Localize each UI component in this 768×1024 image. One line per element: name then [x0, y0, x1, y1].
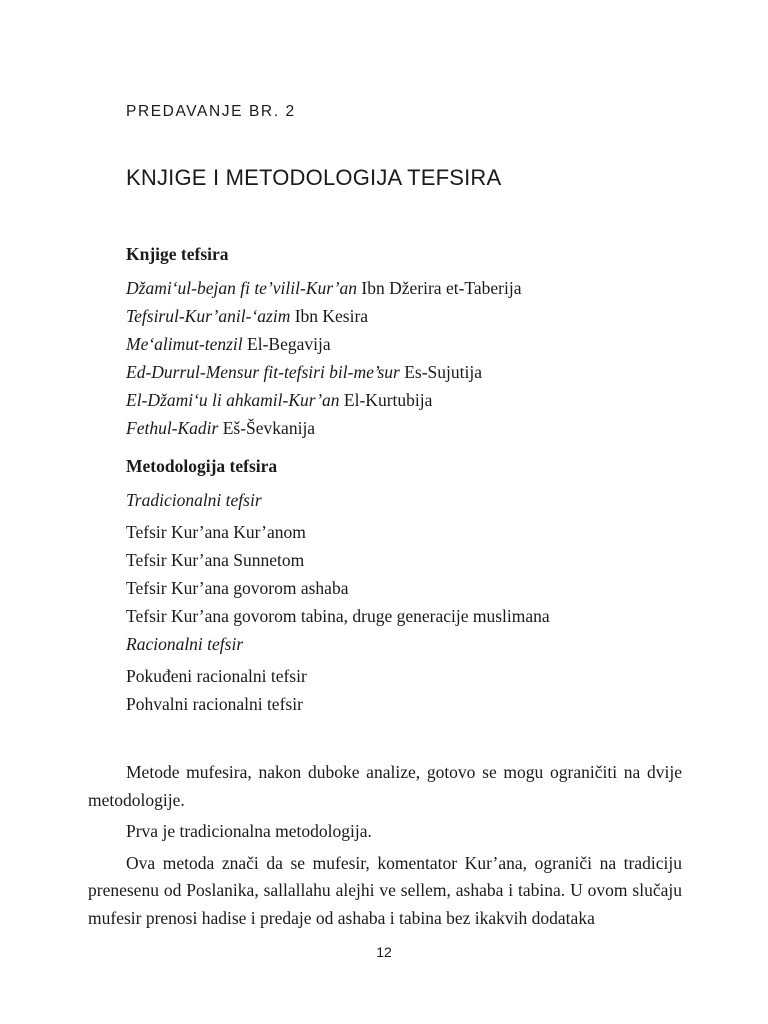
body-text [88, 759, 682, 936]
chapter-title: KNJIGE I METODOLOGIJA TEFSIRA [126, 165, 502, 190]
method-item: Pokuđeni racionalni tefsir [126, 666, 307, 686]
book-entry [126, 302, 646, 330]
books-heading: Knjige tefsira [126, 244, 229, 264]
book-author: El-Begavija [247, 334, 331, 354]
body-paragraph: Ova metoda znači da se mufesir, komentator Kur’ana, ograniči na tradiciju prenesenu od Poslanika, sallallahu alejhi ve sellem, ashaba i tabina. U ovom slučaju mufesir prenosi hadise i predaje od ashaba i tabina bez ikakvih dodataka [88, 852, 682, 928]
book-author: Ibn Kesira [294, 306, 369, 326]
book-title: Ed-Durrul-Mensur fit-tefsiri bil-me’sur [126, 362, 400, 382]
method-item: Tefsir Kur’ana Kur’anom [126, 522, 306, 542]
book-author: Ibn Džerira et-Taberija [361, 278, 522, 298]
book-title: Džami‘ul-bejan fi te’vilil-Kur’an [126, 278, 358, 298]
lecture-number: PREDAVANJE BR. 2 [126, 103, 296, 120]
methodology-heading: Metodologija tefsira [126, 456, 278, 476]
method-item: Tefsir Kur’ana govorom tabina, druge generacije muslimana [126, 606, 550, 626]
book-entry [126, 414, 646, 442]
books-section [126, 240, 646, 442]
book-entry [126, 358, 646, 386]
books-list [126, 274, 646, 442]
book-entry [126, 386, 646, 414]
method-item: Tefsir Kur’ana Sunnetom [126, 550, 305, 570]
page-number: 12 [376, 944, 392, 960]
book-author: Es-Sujutija [404, 362, 482, 382]
book-entry [126, 330, 646, 358]
body-paragraph: Metode mufesira, nakon duboke analize, gotovo se mogu ograničiti na dvije metodologije. [88, 762, 682, 810]
body-paragraph: Prva je tradicionalna metodologija. [126, 821, 372, 841]
book-entry [126, 274, 646, 302]
book-title: Me‘alimut-tenzil [126, 334, 243, 354]
methodology-section [126, 452, 646, 718]
method-item: Pohvalni racionalni tefsir [126, 694, 303, 714]
book-title: El-Džami‘u li ahkamil-Kur’an [126, 390, 340, 410]
rational-subheading: Racionalni tefsir [126, 634, 244, 654]
book-author: Eš-Ševkanija [222, 418, 316, 438]
book-title: Fethul-Kadir [126, 418, 219, 438]
book-title: Tefsirul-Kur’anil-‘azim [126, 306, 291, 326]
method-item: Tefsir Kur’ana govorom ashaba [126, 578, 349, 598]
traditional-subheading: Tradicionalni tefsir [126, 490, 262, 510]
book-author: El-Kurtubija [343, 390, 433, 410]
